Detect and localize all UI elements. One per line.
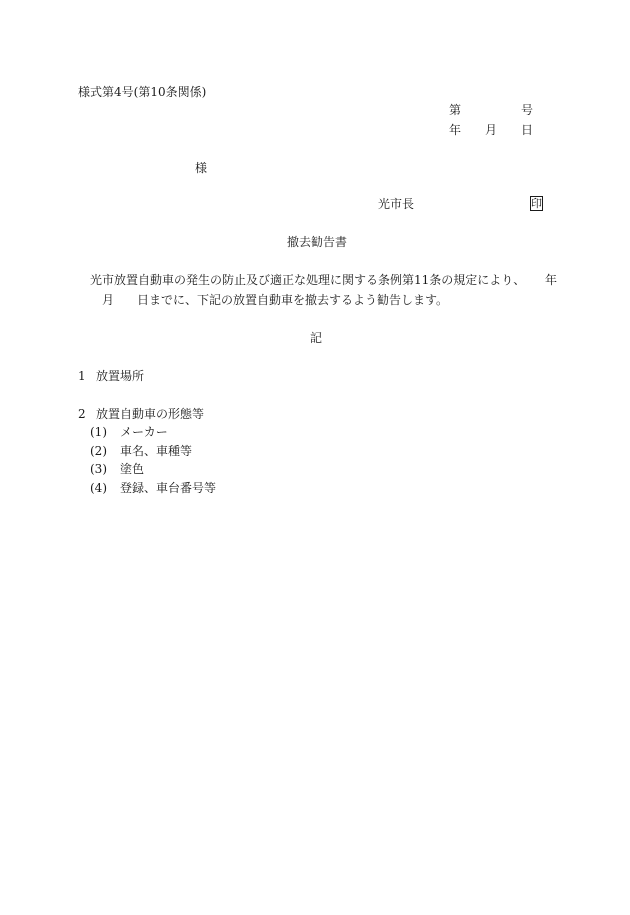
form-label: 様式第4号(第10条関係) [78,85,207,99]
date-day: 日 [521,123,534,137]
doc-number-suffix: 号 [521,103,534,117]
sub-item-label: 塗色 [120,462,145,476]
section-number: 1 [78,369,86,383]
sub-item-label: 登録、車台番号等 [120,481,217,495]
seal-mark: 印 [531,197,542,210]
sub-item-number: (4) [90,481,107,495]
body-line-2-rest: 日までに、下記の放置自動車を撤去するよう勧告します。 [137,293,449,307]
document-title: 撤去勧告書 [287,235,348,249]
sub-item-label: 車名、車種等 [120,444,193,458]
body-line-1-year: 年 [545,273,558,287]
section-label: 放置自動車の形態等 [96,407,205,421]
sub-item-number: (1) [90,425,107,439]
date-month: 月 [485,123,498,137]
sub-item-label: メーカー [120,425,168,439]
sub-item-number: (3) [90,462,107,476]
addressee-suffix: 様 [195,161,208,175]
sub-item-number: (2) [90,444,107,458]
issuer-title: 光市長 [378,197,415,211]
body-line-1: 光市放置自動車の発生の防止及び適正な処理に関する条例第11条の規定により、 [90,273,526,287]
date-year: 年 [449,123,462,137]
ki-heading: 記 [310,331,323,345]
doc-number-prefix: 第 [449,103,462,117]
section-label: 放置場所 [96,369,145,383]
body-line-2-month: 月 [102,293,115,307]
section-number: 2 [78,407,86,421]
